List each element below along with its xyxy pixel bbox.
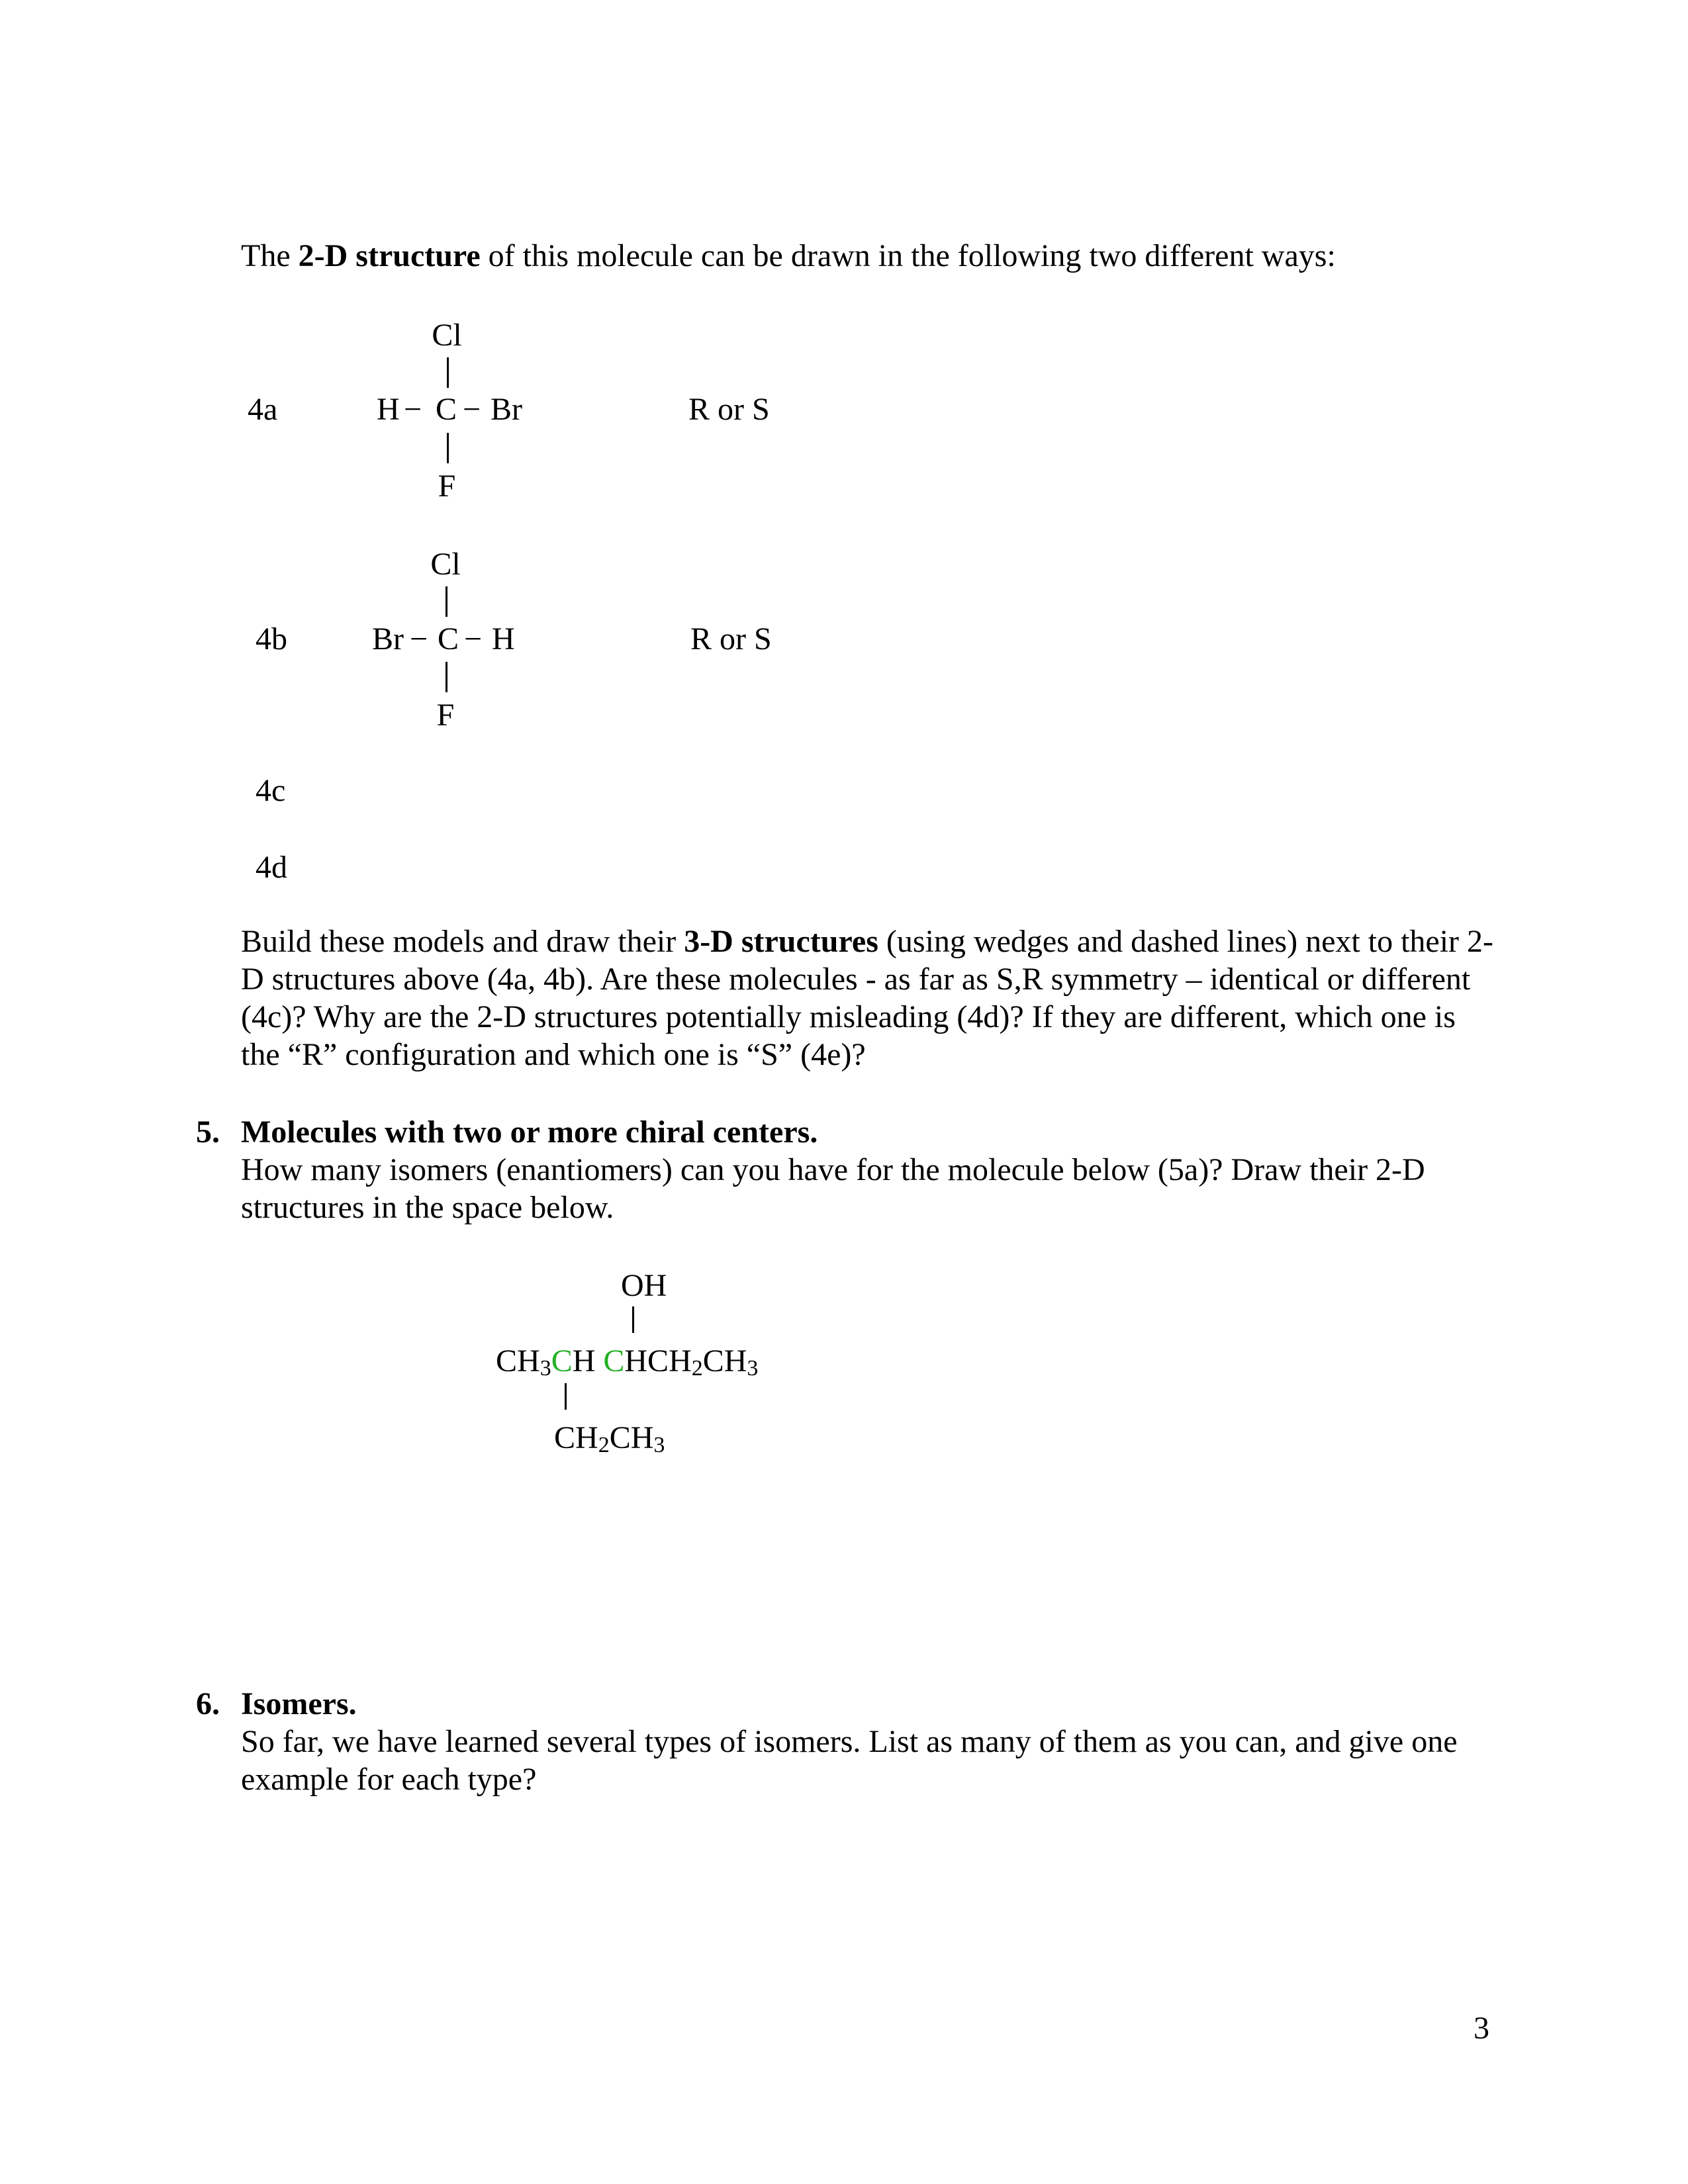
main-chain: $CH_3CH$ $CHCH_2CH_3$ [496, 1343, 759, 1381]
bond-oh [632, 1306, 634, 1333]
right-atom: Br [491, 392, 522, 427]
dash-right: − [463, 392, 481, 427]
bond-ethyl [565, 1383, 567, 1410]
chiral-center-1: C [551, 1343, 573, 1379]
left-atom: Br [372, 621, 404, 657]
dash-right: − [464, 621, 483, 657]
chiral-center-2: C [603, 1343, 625, 1379]
label-4d: 4d [256, 850, 287, 885]
right-atom: H [492, 621, 515, 657]
question-6-heading: Isomers. [241, 1686, 357, 1721]
r-or-s-4a: R or S [688, 392, 770, 427]
intro-text: The 2-D structure of this molecule can be drawn in the following two different ways: [241, 238, 1336, 273]
question-5-heading: Molecules with two or more chiral centers. [241, 1115, 818, 1150]
bond-bottom [445, 662, 447, 692]
label-4a: 4a [248, 392, 278, 427]
atom-bottom: F [438, 469, 456, 504]
label-4b: 4b [256, 621, 287, 657]
atom-top: Cl [430, 547, 461, 582]
bond-top [445, 586, 447, 617]
bond-top [447, 357, 449, 388]
center-atom: C [438, 621, 459, 657]
dash-left: − [404, 392, 422, 427]
dash-left: − [410, 621, 428, 657]
hydroxyl-group: OH [621, 1268, 667, 1303]
label-4c: 4c [256, 773, 286, 808]
atom-top: Cl [432, 318, 462, 353]
build-models-paragraph: Build these models and draw their 3-D structures (using wedges and dashed lines) next to their 2-D structures above (4a, 4b). Are these molecules - as far as S,R symmetry – identical or different (4c)? Why are the 2-D structures potentially misleading (4d)? If they are different, which one is the “R” configuration and which one is “S” (4e)? [241, 924, 1494, 1072]
ethyl-group: $CH_2CH_3$ [554, 1420, 665, 1457]
question-5-text: How many isomers (enantiomers) can you have for the molecule below (5a)? Draw their 2-D structures in the space below. [241, 1152, 1425, 1225]
left-atom: H [377, 392, 400, 427]
center-atom: C [436, 392, 457, 427]
atom-bottom: F [436, 698, 455, 733]
page-number: 3 [1474, 2011, 1489, 2046]
r-or-s-4b: R or S [690, 621, 772, 657]
question-5-number: 5. [196, 1115, 220, 1150]
bond-bottom [447, 433, 449, 463]
question-6-text: So far, we have learned several types of isomers. List as many of them as you can, and give one example for each type? [241, 1724, 1458, 1797]
question-6-number: 6. [196, 1686, 220, 1721]
